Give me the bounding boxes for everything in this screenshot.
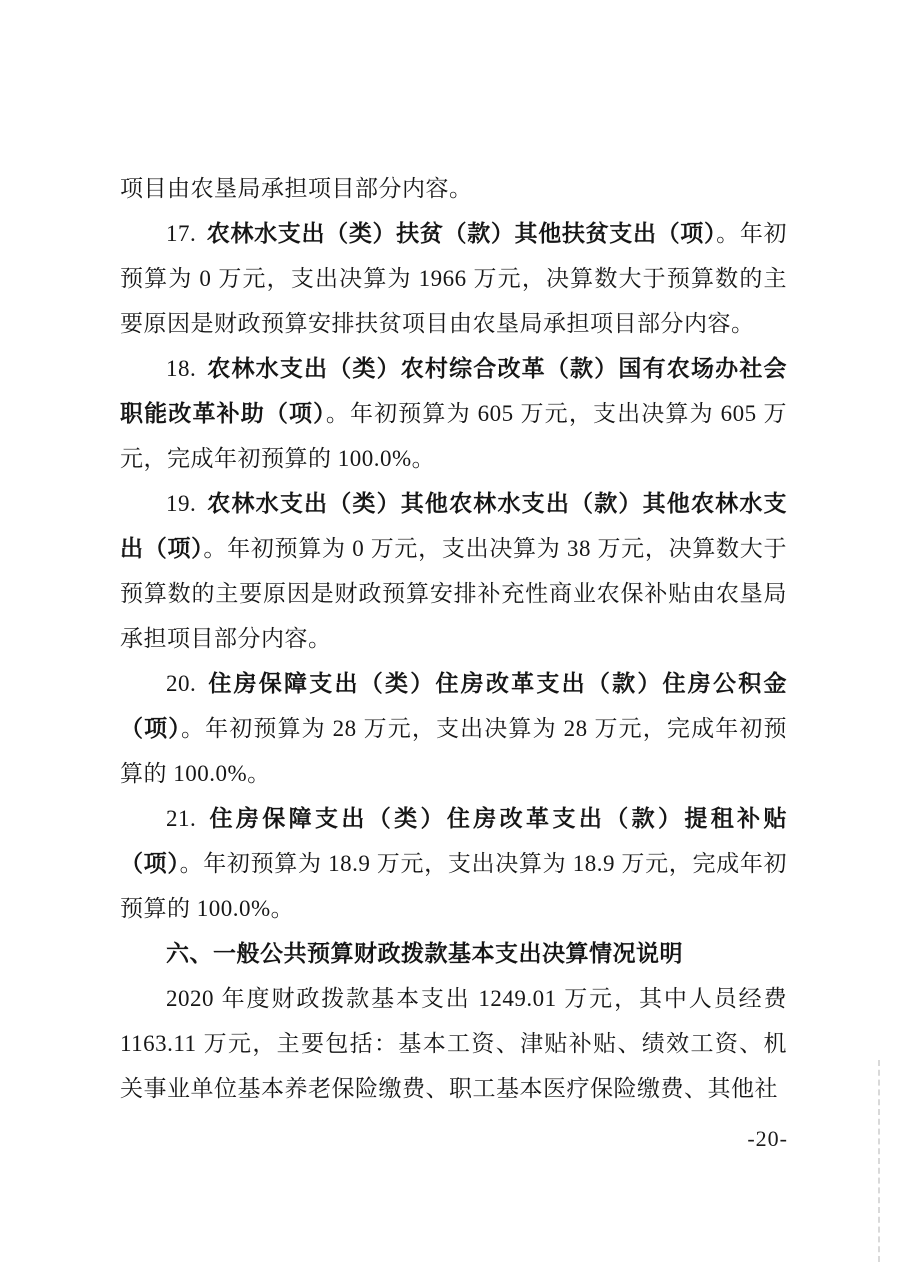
paragraph-item-18	[120, 346, 787, 481]
item-21-title: 住房保障支出（类）住房改革支出（款）提租补贴（项）	[120, 805, 787, 876]
item-18-title: 农林水支出（类）农村综合改革（款）国有农场办社会职能改革补助（项）	[120, 355, 787, 426]
item-20-title: 住房保障支出（类）住房改革支出（款）住房公积金（项）	[120, 670, 787, 741]
item-19-title: 农林水支出（类）其他农林水支出（款）其他农林水支出（项）	[120, 490, 787, 561]
page-number: -20-	[747, 1126, 788, 1151]
section-heading: 六、一般公共预算财政拨款基本支出决算情况说明	[166, 940, 683, 966]
item-17-title: 农林水支出（类）扶贫（款）其他扶贫支出（项）	[206, 220, 717, 246]
paragraph-item-21	[120, 796, 787, 931]
item-20-body: 。年初预算为 28 万元，支出决算为 28 万元，完成年初预算的 100.0%。	[120, 716, 788, 786]
paragraph-continuation: 项目由农垦局承担项目部分内容。	[120, 176, 473, 201]
item-21-number: 21.	[166, 806, 197, 831]
paragraph-item-17	[120, 211, 787, 346]
item-21-body: 。年初预算为 18.9 万元，支出决算为 18.9 万元，完成年初预算的 100.0%。	[120, 851, 788, 921]
paragraph-item-20	[120, 661, 787, 796]
item-18-body: 。年初预算为 605 万元，支出决算为 605 万元，完成年初预算的 100.0%。	[120, 401, 788, 471]
item-20-number: 20.	[166, 671, 197, 696]
paragraph-item-19	[120, 481, 787, 661]
item-17-body: 。年初预算为 0 万元，支出决算为 1966 万元，决算数大于预算数的主要原因是财政预算安排扶贫项目由农垦局承担项目部分内容。	[120, 221, 788, 336]
item-17-number: 17.	[166, 221, 197, 246]
paragraph-closing: 2020 年度财政拨款基本支出 1249.01 万元，其中人员经费 1163.11 万元，主要包括：基本工资、津贴补贴、绩效工资、机关事业单位基本养老保险缴费、职工基本医疗保险缴费、其他社	[120, 986, 787, 1101]
item-18-number: 18.	[166, 356, 197, 381]
scan-artifact-dashed-line	[878, 1060, 880, 1262]
item-19-body: 。年初预算为 0 万元，支出决算为 38 万元，决算数大于预算数的主要原因是财政预算安排补充性商业农保补贴由农垦局承担项目部分内容。	[120, 536, 788, 651]
item-19-number: 19.	[166, 491, 197, 516]
